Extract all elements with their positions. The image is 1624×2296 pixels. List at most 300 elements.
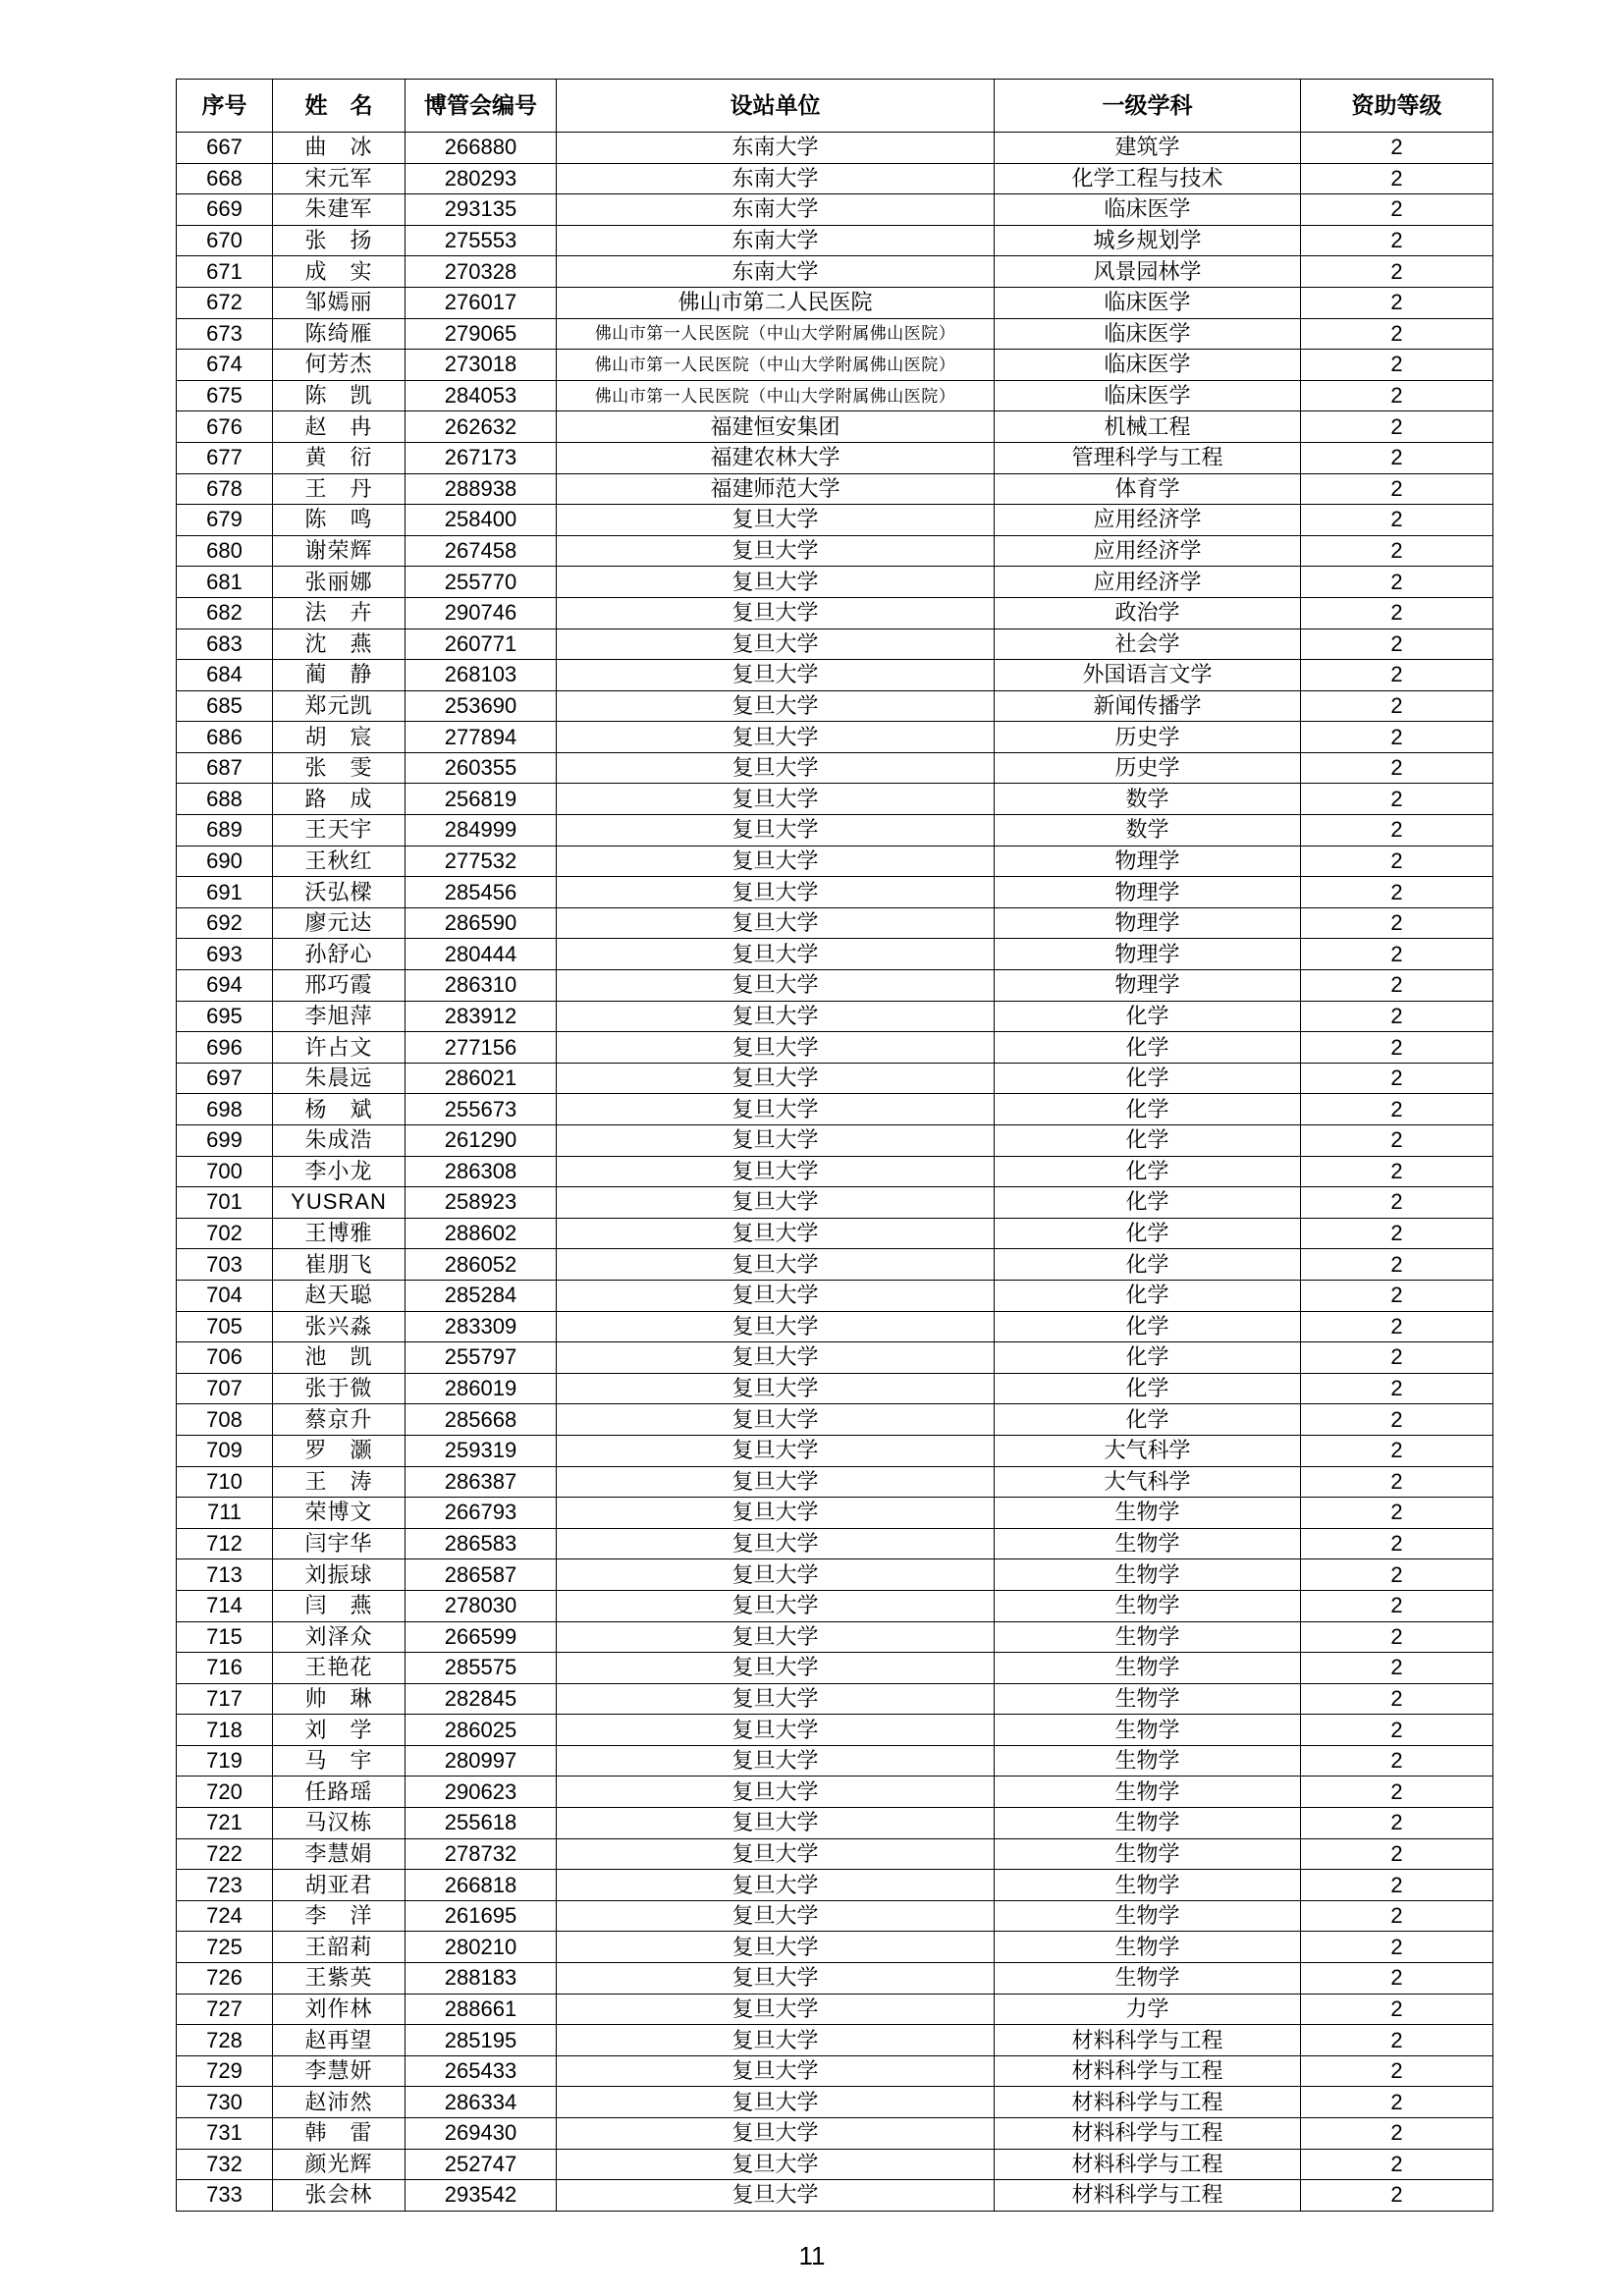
institution: 东南大学	[557, 194, 995, 226]
table-row	[177, 1063, 1493, 1094]
person-name: 赵再望	[273, 2025, 406, 2056]
institution: 复旦大学	[557, 597, 995, 629]
funding-level: 2	[1301, 163, 1493, 194]
row-index: 724	[177, 1900, 273, 1932]
person-name: 何芳杰	[273, 350, 406, 381]
institution: 复旦大学	[557, 1373, 995, 1404]
registration-number: 285195	[406, 2025, 557, 2056]
table-row	[177, 970, 1493, 1002]
institution: 复旦大学	[557, 1715, 995, 1746]
discipline: 化学	[995, 1125, 1301, 1157]
funding-level: 2	[1301, 1342, 1493, 1374]
table-row	[177, 1249, 1493, 1281]
row-index: 723	[177, 1870, 273, 1901]
table-row	[177, 1187, 1493, 1219]
funding-level: 2	[1301, 1187, 1493, 1219]
person-name: 帅 琳	[273, 1683, 406, 1715]
discipline: 生物学	[995, 1963, 1301, 1995]
funding-level: 2	[1301, 1963, 1493, 1995]
table-row	[177, 1280, 1493, 1311]
discipline: 化学	[995, 1187, 1301, 1219]
registration-number: 278732	[406, 1838, 557, 1870]
registration-number: 255770	[406, 567, 557, 598]
person-name: 张 扬	[273, 225, 406, 256]
row-index: 719	[177, 1745, 273, 1777]
table-row	[177, 2149, 1493, 2180]
row-index: 712	[177, 1528, 273, 1559]
institution: 复旦大学	[557, 1777, 995, 1808]
discipline: 数学	[995, 784, 1301, 815]
institution: 复旦大学	[557, 2149, 995, 2180]
table-row	[177, 877, 1493, 908]
registration-number: 260355	[406, 752, 557, 784]
table-row	[177, 1001, 1493, 1032]
row-index: 681	[177, 567, 273, 598]
person-name: 朱成浩	[273, 1125, 406, 1157]
header-index: 序号	[177, 80, 273, 133]
funding-level: 2	[1301, 1932, 1493, 1963]
funding-level: 2	[1301, 1156, 1493, 1187]
person-name: 王艳花	[273, 1653, 406, 1684]
institution: 复旦大学	[557, 629, 995, 660]
discipline: 化学	[995, 1404, 1301, 1436]
registration-number: 269430	[406, 2118, 557, 2150]
discipline: 生物学	[995, 1932, 1301, 1963]
institution: 复旦大学	[557, 1838, 995, 1870]
person-name: 王博雅	[273, 1218, 406, 1249]
row-index: 677	[177, 442, 273, 473]
registration-number: 286387	[406, 1466, 557, 1498]
row-index: 730	[177, 2087, 273, 2118]
person-name: 沈 燕	[273, 629, 406, 660]
person-name: 闫 燕	[273, 1590, 406, 1621]
person-name: 王秋红	[273, 846, 406, 877]
funding-level: 2	[1301, 1249, 1493, 1281]
funding-level: 2	[1301, 1032, 1493, 1064]
registration-number: 265433	[406, 2055, 557, 2087]
discipline: 化学	[995, 1280, 1301, 1311]
person-name: 郑元凯	[273, 690, 406, 722]
row-index: 725	[177, 1932, 273, 1963]
institution: 复旦大学	[557, 1932, 995, 1963]
discipline: 力学	[995, 1994, 1301, 2025]
row-index: 713	[177, 1559, 273, 1591]
institution: 复旦大学	[557, 1032, 995, 1064]
row-index: 670	[177, 225, 273, 256]
discipline: 生物学	[995, 1590, 1301, 1621]
institution: 复旦大学	[557, 1094, 995, 1125]
discipline: 应用经济学	[995, 567, 1301, 598]
registration-number: 286308	[406, 1156, 557, 1187]
discipline: 生物学	[995, 1900, 1301, 1932]
institution: 佛山市第二人民医院	[557, 287, 995, 318]
institution: 佛山市第一人民医院（中山大学附属佛山医院）	[557, 350, 995, 381]
registration-number: 253690	[406, 690, 557, 722]
funding-level: 2	[1301, 2087, 1493, 2118]
person-name: 曲 冰	[273, 133, 406, 164]
table-row	[177, 815, 1493, 847]
person-name: 马汉栋	[273, 1808, 406, 1839]
table-row	[177, 784, 1493, 815]
person-name: 胡 宸	[273, 722, 406, 753]
institution: 复旦大学	[557, 2180, 995, 2212]
row-index: 686	[177, 722, 273, 753]
discipline: 化学	[995, 1156, 1301, 1187]
table-row	[177, 505, 1493, 536]
registration-number: 283912	[406, 1001, 557, 1032]
registration-number: 280210	[406, 1932, 557, 1963]
registration-number: 260771	[406, 629, 557, 660]
institution: 复旦大学	[557, 2118, 995, 2150]
institution: 复旦大学	[557, 690, 995, 722]
registration-number: 266880	[406, 133, 557, 164]
institution: 复旦大学	[557, 1404, 995, 1436]
row-index: 683	[177, 629, 273, 660]
row-index: 695	[177, 1001, 273, 1032]
institution: 复旦大学	[557, 567, 995, 598]
registration-number: 285575	[406, 1653, 557, 1684]
person-name: 谢荣辉	[273, 535, 406, 567]
funding-table	[176, 79, 1493, 2212]
registration-number: 276017	[406, 287, 557, 318]
funding-level: 2	[1301, 877, 1493, 908]
institution: 复旦大学	[557, 1528, 995, 1559]
person-name: 孙舒心	[273, 939, 406, 970]
table-body	[177, 133, 1493, 2212]
discipline: 城乡规划学	[995, 225, 1301, 256]
table-row	[177, 939, 1493, 970]
person-name: 王韶莉	[273, 1932, 406, 1963]
table-row	[177, 907, 1493, 939]
funding-level: 2	[1301, 1125, 1493, 1157]
row-index: 696	[177, 1032, 273, 1064]
discipline: 新闻传播学	[995, 690, 1301, 722]
registration-number: 288183	[406, 1963, 557, 1995]
institution: 复旦大学	[557, 1249, 995, 1281]
institution: 复旦大学	[557, 970, 995, 1002]
institution: 复旦大学	[557, 815, 995, 847]
table-row	[177, 660, 1493, 691]
table-row	[177, 1932, 1493, 1963]
discipline: 生物学	[995, 1528, 1301, 1559]
registration-number: 285456	[406, 877, 557, 908]
registration-number: 280997	[406, 1745, 557, 1777]
institution: 复旦大学	[557, 1559, 995, 1591]
funding-level: 2	[1301, 1435, 1493, 1466]
person-name: 朱晨远	[273, 1063, 406, 1094]
institution: 复旦大学	[557, 1590, 995, 1621]
person-name: 邹嫣丽	[273, 287, 406, 318]
row-index: 709	[177, 1435, 273, 1466]
discipline: 数学	[995, 815, 1301, 847]
person-name: 罗 灏	[273, 1435, 406, 1466]
institution: 复旦大学	[557, 1870, 995, 1901]
registration-number: 285284	[406, 1280, 557, 1311]
discipline: 临床医学	[995, 318, 1301, 350]
institution: 复旦大学	[557, 1621, 995, 1653]
institution: 复旦大学	[557, 939, 995, 970]
funding-level: 2	[1301, 690, 1493, 722]
header-funding-level: 资助等级	[1301, 80, 1493, 133]
person-name: 刘 学	[273, 1715, 406, 1746]
table-row	[177, 1404, 1493, 1436]
row-index: 710	[177, 1466, 273, 1498]
registration-number: 286583	[406, 1528, 557, 1559]
discipline: 大气科学	[995, 1435, 1301, 1466]
discipline: 生物学	[995, 1683, 1301, 1715]
row-index: 707	[177, 1373, 273, 1404]
table-row	[177, 411, 1493, 443]
registration-number: 286310	[406, 970, 557, 1002]
funding-level: 2	[1301, 722, 1493, 753]
funding-level: 2	[1301, 133, 1493, 164]
funding-level: 2	[1301, 1838, 1493, 1870]
registration-number: 255618	[406, 1808, 557, 1839]
row-index: 671	[177, 256, 273, 288]
registration-number: 273018	[406, 350, 557, 381]
page-number: 11	[798, 2241, 826, 2270]
table-row	[177, 256, 1493, 288]
person-name: 颜光辉	[273, 2149, 406, 2180]
table-row	[177, 194, 1493, 226]
funding-level: 2	[1301, 907, 1493, 939]
funding-level: 2	[1301, 1900, 1493, 1932]
person-name: 沃弘樑	[273, 877, 406, 908]
person-name: 陈绮雁	[273, 318, 406, 350]
funding-level: 2	[1301, 287, 1493, 318]
discipline: 生物学	[995, 1745, 1301, 1777]
row-index: 721	[177, 1808, 273, 1839]
institution: 复旦大学	[557, 1745, 995, 1777]
registration-number: 255673	[406, 1094, 557, 1125]
discipline: 临床医学	[995, 194, 1301, 226]
institution: 复旦大学	[557, 535, 995, 567]
discipline: 材料科学与工程	[995, 2118, 1301, 2150]
table-row	[177, 1311, 1493, 1342]
discipline: 应用经济学	[995, 505, 1301, 536]
discipline: 社会学	[995, 629, 1301, 660]
funding-level: 2	[1301, 1404, 1493, 1436]
discipline: 建筑学	[995, 133, 1301, 164]
row-index: 715	[177, 1621, 273, 1653]
person-name: 廖元达	[273, 907, 406, 939]
table-row	[177, 1559, 1493, 1591]
discipline: 机械工程	[995, 411, 1301, 443]
row-index: 705	[177, 1311, 273, 1342]
registration-number: 277156	[406, 1032, 557, 1064]
table-row	[177, 1900, 1493, 1932]
discipline: 化学	[995, 1032, 1301, 1064]
row-index: 728	[177, 2025, 273, 2056]
table-row	[177, 1125, 1493, 1157]
registration-number: 286587	[406, 1559, 557, 1591]
funding-level: 2	[1301, 846, 1493, 877]
discipline: 化学	[995, 1063, 1301, 1094]
header-registration-no: 博管会编号	[406, 80, 557, 133]
funding-level: 2	[1301, 1715, 1493, 1746]
institution: 复旦大学	[557, 846, 995, 877]
discipline: 大气科学	[995, 1466, 1301, 1498]
institution: 东南大学	[557, 133, 995, 164]
row-index: 667	[177, 133, 273, 164]
table-row	[177, 318, 1493, 350]
registration-number: 284053	[406, 380, 557, 411]
funding-level: 2	[1301, 815, 1493, 847]
person-name: 张会林	[273, 2180, 406, 2212]
discipline: 生物学	[995, 1559, 1301, 1591]
person-name: 黄 衍	[273, 442, 406, 473]
registration-number: 290746	[406, 597, 557, 629]
discipline: 生物学	[995, 1838, 1301, 1870]
table-row	[177, 846, 1493, 877]
row-index: 675	[177, 380, 273, 411]
funding-level: 2	[1301, 1994, 1493, 2025]
funding-level: 2	[1301, 1528, 1493, 1559]
table-row	[177, 629, 1493, 660]
person-name: 蔡京升	[273, 1404, 406, 1436]
table-row	[177, 473, 1493, 505]
discipline: 材料科学与工程	[995, 2025, 1301, 2056]
registration-number: 278030	[406, 1590, 557, 1621]
person-name: 荣博文	[273, 1498, 406, 1529]
row-index: 714	[177, 1590, 273, 1621]
funding-level: 2	[1301, 1745, 1493, 1777]
discipline: 化学	[995, 1218, 1301, 1249]
table-row	[177, 1094, 1493, 1125]
institution: 复旦大学	[557, 1156, 995, 1187]
funding-level: 2	[1301, 1063, 1493, 1094]
discipline: 化学	[995, 1311, 1301, 1342]
registration-number: 286021	[406, 1063, 557, 1094]
institution: 复旦大学	[557, 1466, 995, 1498]
row-index: 697	[177, 1063, 273, 1094]
registration-number: 261290	[406, 1125, 557, 1157]
person-name: 蔺 静	[273, 660, 406, 691]
discipline: 物理学	[995, 846, 1301, 877]
registration-number: 293542	[406, 2180, 557, 2212]
funding-level: 2	[1301, 2025, 1493, 2056]
person-name: 任路瑶	[273, 1777, 406, 1808]
funding-level: 2	[1301, 2118, 1493, 2150]
row-index: 687	[177, 752, 273, 784]
discipline: 政治学	[995, 597, 1301, 629]
funding-level: 2	[1301, 256, 1493, 288]
discipline: 物理学	[995, 970, 1301, 1002]
person-name: 韩 雷	[273, 2118, 406, 2150]
person-name: 成 实	[273, 256, 406, 288]
funding-level: 2	[1301, 1777, 1493, 1808]
person-name: 李 洋	[273, 1900, 406, 1932]
person-name: 许占文	[273, 1032, 406, 1064]
row-index: 699	[177, 1125, 273, 1157]
funding-level: 2	[1301, 1373, 1493, 1404]
table-row	[177, 597, 1493, 629]
row-index: 693	[177, 939, 273, 970]
row-index: 690	[177, 846, 273, 877]
institution: 复旦大学	[557, 1653, 995, 1684]
funding-level: 2	[1301, 1218, 1493, 1249]
funding-level: 2	[1301, 411, 1493, 443]
person-name: 法 卉	[273, 597, 406, 629]
discipline: 物理学	[995, 877, 1301, 908]
row-index: 689	[177, 815, 273, 847]
table-row	[177, 1435, 1493, 1466]
funding-level: 2	[1301, 970, 1493, 1002]
row-index: 706	[177, 1342, 273, 1374]
table-row	[177, 163, 1493, 194]
row-index: 732	[177, 2149, 273, 2180]
institution: 复旦大学	[557, 1498, 995, 1529]
registration-number: 258400	[406, 505, 557, 536]
discipline: 生物学	[995, 1777, 1301, 1808]
institution: 复旦大学	[557, 1063, 995, 1094]
table-header-row	[177, 80, 1493, 133]
discipline: 化学	[995, 1094, 1301, 1125]
discipline: 生物学	[995, 1498, 1301, 1529]
funding-level: 2	[1301, 380, 1493, 411]
table-row	[177, 1621, 1493, 1653]
table-row	[177, 1528, 1493, 1559]
person-name: 杨 斌	[273, 1094, 406, 1125]
row-index: 688	[177, 784, 273, 815]
table-row	[177, 1032, 1493, 1064]
row-index: 694	[177, 970, 273, 1002]
row-index: 680	[177, 535, 273, 567]
registration-number: 277532	[406, 846, 557, 877]
discipline: 历史学	[995, 752, 1301, 784]
discipline: 材料科学与工程	[995, 2180, 1301, 2212]
institution: 复旦大学	[557, 2087, 995, 2118]
discipline: 风景园林学	[995, 256, 1301, 288]
person-name: 邢巧霞	[273, 970, 406, 1002]
funding-level: 2	[1301, 318, 1493, 350]
registration-number: 286019	[406, 1373, 557, 1404]
discipline: 材料科学与工程	[995, 2149, 1301, 2180]
funding-level: 2	[1301, 1280, 1493, 1311]
registration-number: 280293	[406, 163, 557, 194]
registration-number: 282845	[406, 1683, 557, 1715]
table-row	[177, 1373, 1493, 1404]
row-index: 722	[177, 1838, 273, 1870]
table-row	[177, 1590, 1493, 1621]
row-index: 684	[177, 660, 273, 691]
header-discipline: 一级学科	[995, 80, 1301, 133]
row-index: 682	[177, 597, 273, 629]
registration-number: 252747	[406, 2149, 557, 2180]
registration-number: 256819	[406, 784, 557, 815]
row-index: 720	[177, 1777, 273, 1808]
table-row	[177, 1466, 1493, 1498]
funding-level: 2	[1301, 1870, 1493, 1901]
discipline: 生物学	[995, 1653, 1301, 1684]
row-index: 698	[177, 1094, 273, 1125]
row-index: 704	[177, 1280, 273, 1311]
table-row	[177, 2087, 1493, 2118]
row-index: 726	[177, 1963, 273, 1995]
institution: 复旦大学	[557, 2055, 995, 2087]
row-index: 729	[177, 2055, 273, 2087]
funding-level: 2	[1301, 1590, 1493, 1621]
discipline: 化学	[995, 1001, 1301, 1032]
discipline: 临床医学	[995, 287, 1301, 318]
funding-level: 2	[1301, 1001, 1493, 1032]
discipline: 化学工程与技术	[995, 163, 1301, 194]
discipline: 生物学	[995, 1870, 1301, 1901]
funding-level: 2	[1301, 1311, 1493, 1342]
registration-number: 259319	[406, 1435, 557, 1466]
registration-number: 280444	[406, 939, 557, 970]
institution: 复旦大学	[557, 1125, 995, 1157]
